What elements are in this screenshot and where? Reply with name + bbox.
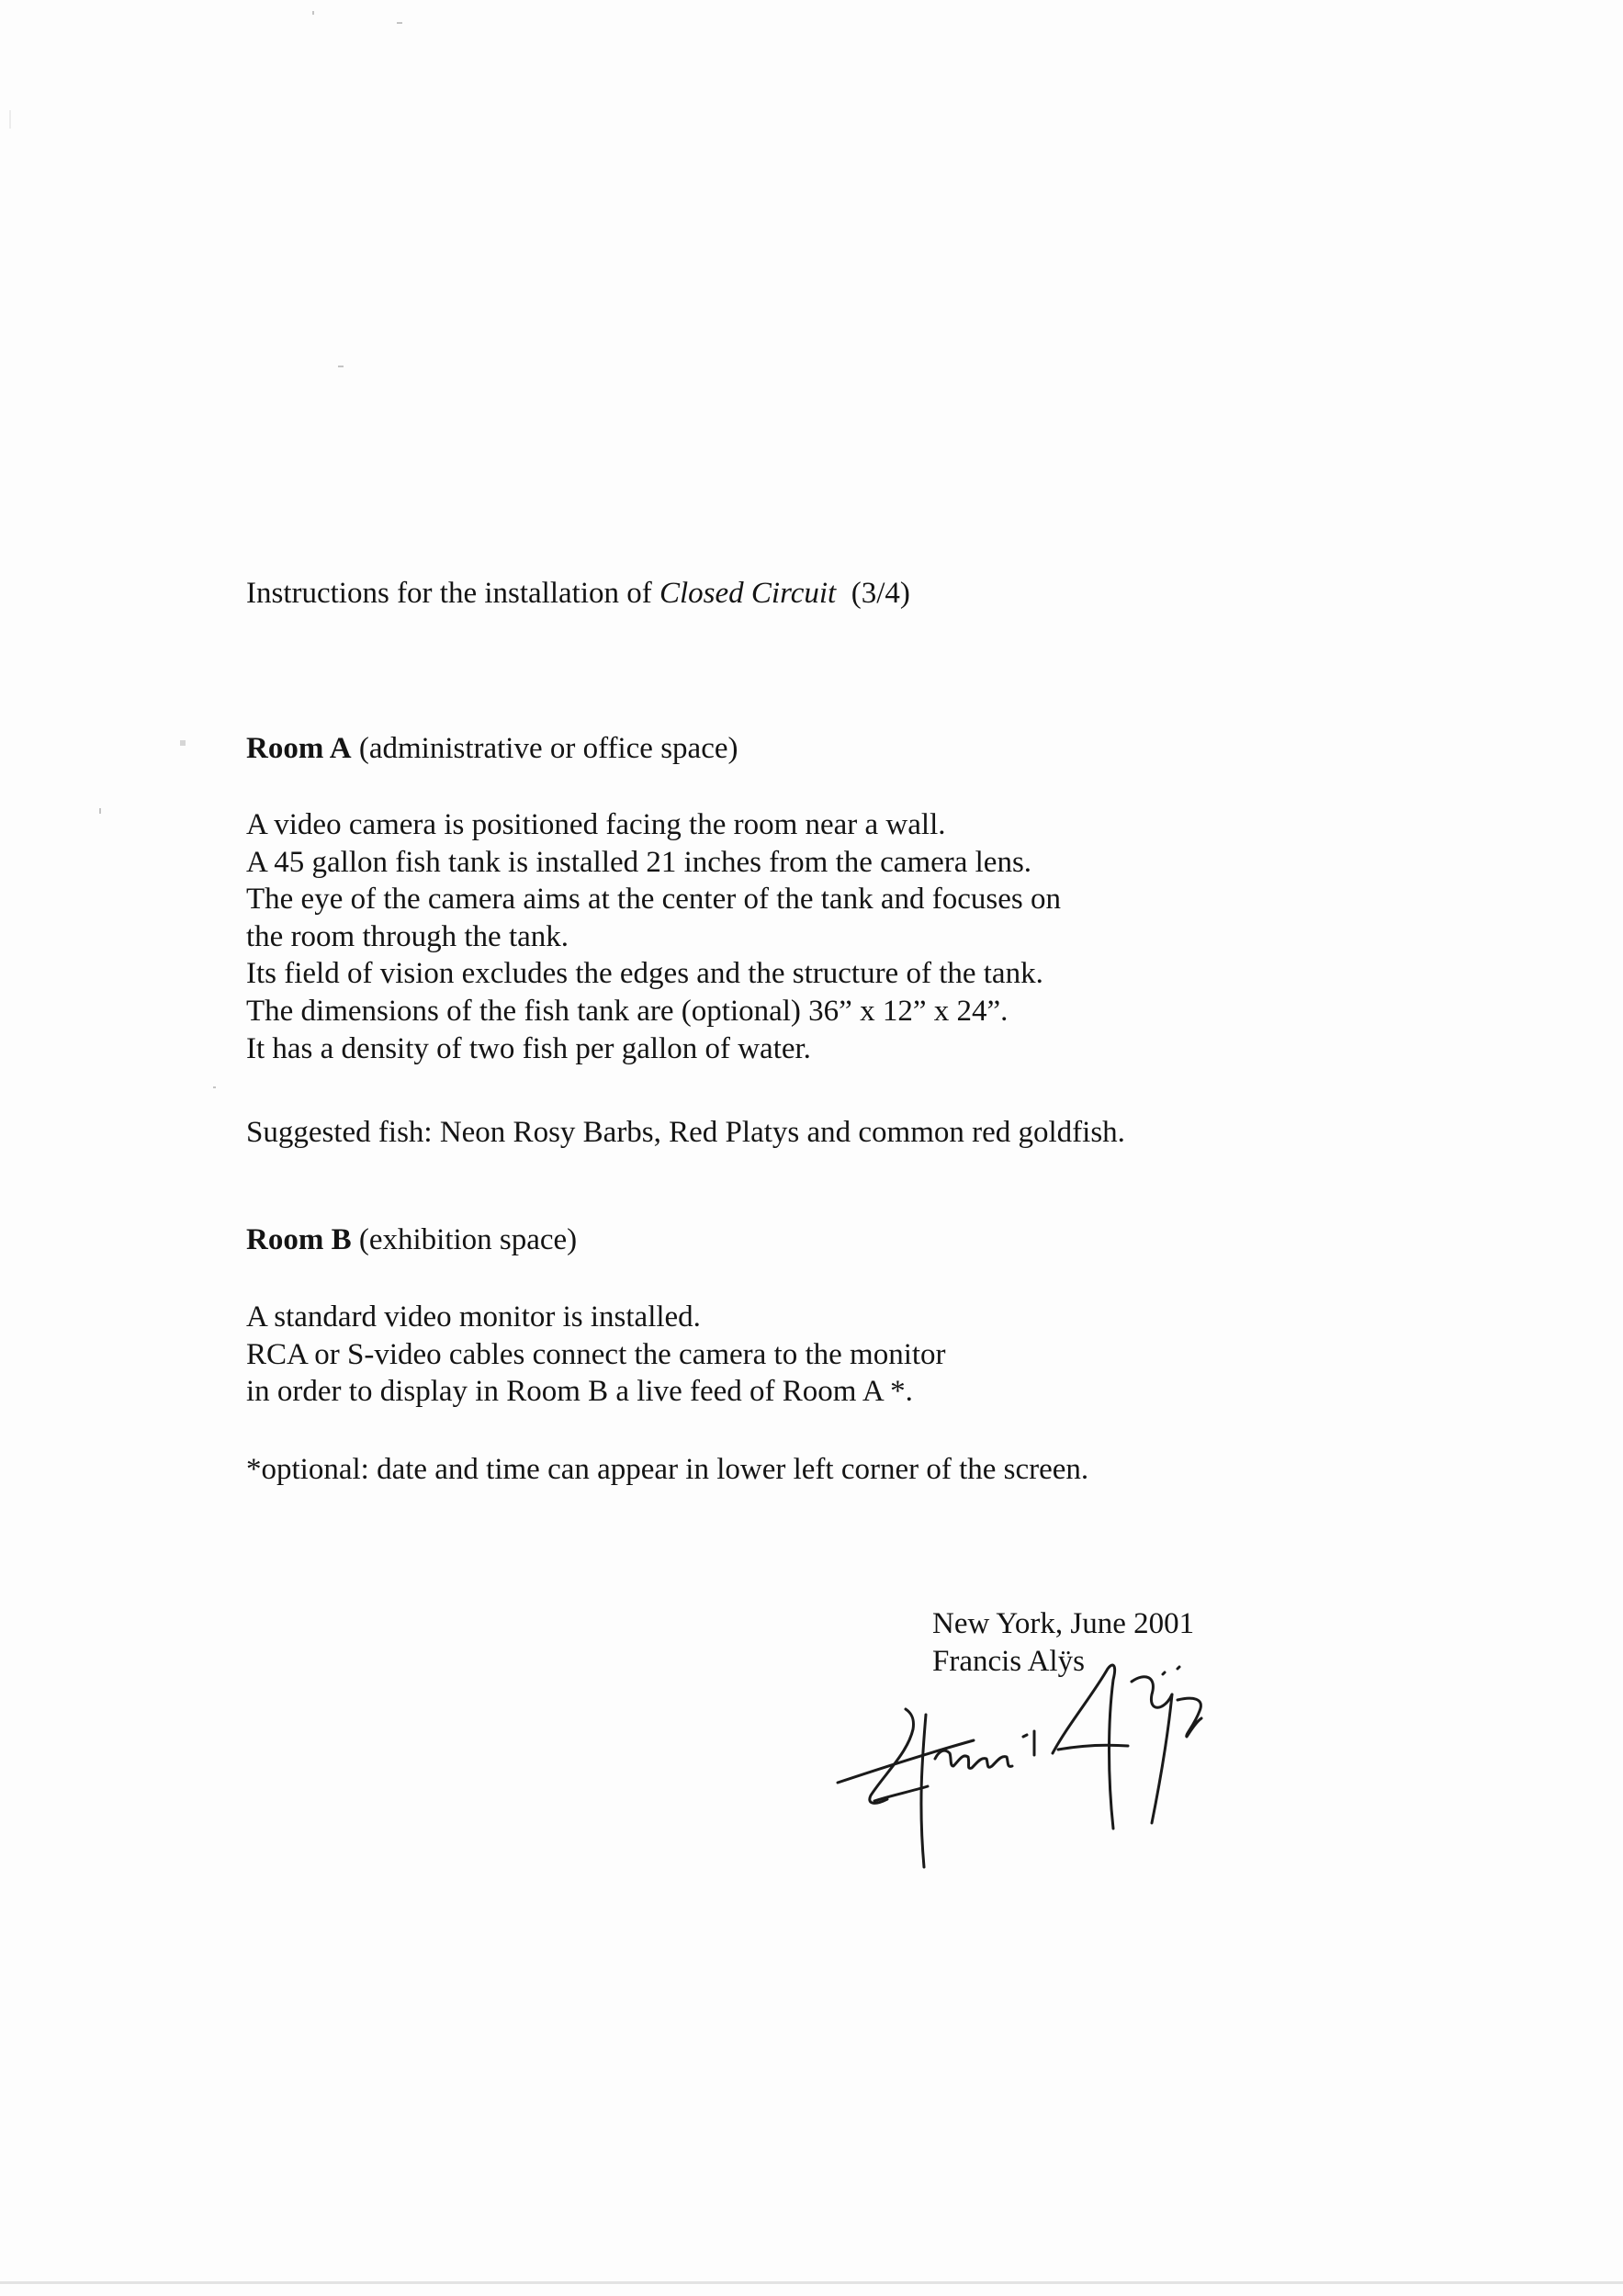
room-a-line: The eye of the camera aims at the center of the tank and focuses on [246, 883, 1061, 917]
room-a-line: A 45 gallon fish tank is installed 21 inches from the camera lens. [246, 845, 1032, 879]
room-b-line: in order to display in Room B a live feed of Room A *. [246, 1375, 913, 1409]
place-date: New York, June 2001 [932, 1607, 1195, 1640]
optional-note: *optional: date and time can appear in lower left corner of the screen. [246, 1453, 1089, 1486]
author-name: Francis Alÿs [932, 1645, 1085, 1678]
room-a-line: the room through the tank. [246, 919, 569, 953]
room-a-heading [246, 730, 738, 767]
room-a-line: It has a density of two fish per gallon of water. [246, 1031, 811, 1065]
room-b-heading [246, 1221, 577, 1258]
scan-speck [9, 110, 11, 129]
scan-speck [338, 366, 344, 367]
room-a-paragraph [246, 806, 1061, 1067]
scan-speck [180, 740, 186, 746]
room-b-line: A standard video monitor is installed. [246, 1300, 701, 1334]
room-a-description: (administrative or office space) [351, 732, 738, 765]
room-a-line: The dimensions of the fish tank are (optional) 36” x 12” x 24”. [246, 994, 1009, 1028]
scan-speck [213, 1086, 216, 1088]
title-suffix: (3/4) [836, 577, 910, 610]
room-b-label: Room B [246, 1223, 352, 1256]
room-b-paragraph [246, 1299, 946, 1411]
room-b-description: (exhibition space) [351, 1223, 578, 1256]
room-a-line: A video camera is positioned facing the room near a wall. [246, 808, 946, 841]
document-title [246, 575, 910, 612]
room-a-line: Its field of vision excludes the edges and the structure of the tank. [246, 957, 1043, 991]
title-work: Closed Circuit [659, 577, 837, 610]
scan-speck [312, 11, 314, 15]
scan-speck [397, 22, 402, 24]
suggested-fish: Suggested fish: Neon Rosy Barbs, Red Platys and common red goldfish. [246, 1116, 1125, 1149]
handwritten-signature [827, 1658, 1341, 1878]
room-b-line: RCA or S-video cables connect the camera to the monitor [246, 1337, 946, 1371]
title-prefix: Instructions for the installation of [246, 577, 659, 610]
room-a-label: Room A [246, 732, 352, 765]
scan-speck [99, 808, 101, 814]
scan-edge-line [0, 2281, 1623, 2284]
